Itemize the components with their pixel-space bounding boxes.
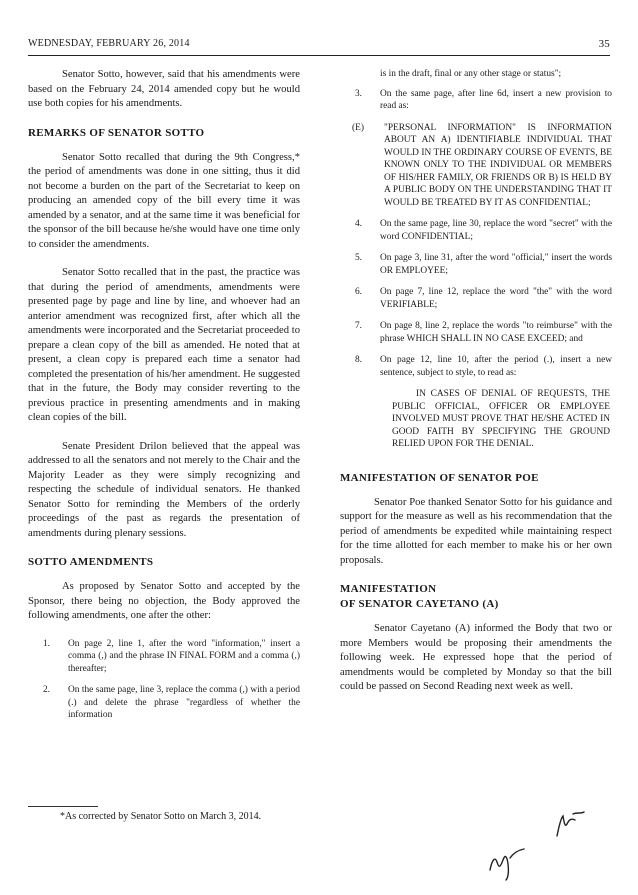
page-number: 35 — [598, 38, 610, 50]
amendment-item-8 — [340, 354, 612, 379]
amendment-list-right-2 — [340, 218, 612, 379]
amendment-item-2-continued — [340, 68, 612, 81]
heading-manifestation-poe: MANIFESTATION OF SENATOR POE — [340, 471, 539, 484]
amendment-item-2 — [28, 684, 300, 722]
amendment-item-7 — [340, 320, 612, 345]
amendment-item-3 — [340, 88, 612, 113]
amendment-number: 4. — [354, 219, 362, 229]
paragraph-cayetano: Senator Cayetano (A) informed the Body that two or more Members would be proposing their amendments the following week. He expressed hope that the period of amendments would be completed by Monday so that the bill could be passed on Second Reading next week as well. — [340, 623, 612, 692]
amendment-item-5 — [340, 252, 612, 277]
amendment-text: On page 3, line 31, after the word "official," insert the words OR EMPLOYEE; — [380, 253, 612, 276]
amendment-number: 7. — [354, 321, 362, 331]
amendment-number: 1. — [42, 638, 50, 649]
amendment-list-left — [28, 638, 300, 722]
paragraph-past-practice: Senator Sotto recalled that in the past, the practice was that during the period of amendments, amendments were presented page by page and line by line, and whoever had an anterior amendment was recognized first, after which all the amendments were incorporated and the Secretariat proceeded to prepare a clean copy of the bill as amended. He noted that at present, a clean copy is prepared each time a senator had completed the presentation of his/her amendment. He suggested that in the future, the Body may consider reverting to the previous practice in presenting amendments and in making clean copies of the bill. — [28, 267, 300, 423]
amendment-list-right — [340, 68, 612, 113]
header-rule — [28, 55, 610, 56]
amendment-text: is in the draft, final or any other stage or status"; — [380, 69, 562, 79]
amendment-number: 8. — [354, 355, 362, 365]
footnote-rule — [28, 806, 98, 807]
amendment-number: 6. — [354, 287, 362, 297]
amendment-text: On page 8, line 2, replace the words "to reimburse" with the phrase WHICH SHALL IN NO CASE EXCEED; and — [380, 321, 612, 344]
heading-manifestation-line1: MANIFESTATION — [340, 583, 437, 595]
amendment-number: 5. — [354, 253, 362, 263]
paragraph-ninth-congress: Senator Sotto recalled that during the 9th Congress,* the period of amendments was done in one sitting, thus it did not become a burden on the part of the Secretariat to keep on producing an amended copy of the bill every time it was amended by a senator, and at the same time it was beneficial for the sponsor of the bill because he/she would have one time only to consider the amendments. — [28, 151, 300, 250]
amendment-item-6 — [340, 286, 612, 311]
paragraph-sotto-copies: Senator Sotto, however, said that his amendments were based on the February 24, 2014 amended copy but he would use both copies for his amendments. — [28, 69, 300, 109]
amendment-text: On page 7, line 12, replace the word "the" with the word VERIFIABLE; — [380, 287, 612, 310]
provision-text: "PERSONAL INFORMATION" IS INFORMATION ABOUT AN A) IDENTIFIABLE INDIVIDUAL THAT WOULD IN THE ORDINARY COURSE OF EVENTS, BE KNOWN ONLY TO THE INDIVIDUAL OR MEMBERS OF HIS/HER FAMILY, OR FRIENDS OR B) IS HELD BY A PUBLIC BODY ON THE UNDERSTANDING THAT IT WOULD BE TREATED BY IT AS CONFIDENTIAL; — [384, 122, 612, 208]
handwritten-initial-signature — [553, 808, 589, 840]
amendment-number: 2. — [42, 685, 50, 695]
amendment-item-1 — [28, 638, 300, 676]
heading-sotto-amendments: SOTTO AMENDMENTS — [28, 556, 154, 568]
amendment-item-4 — [340, 218, 612, 243]
provision-label: (E) — [352, 122, 364, 133]
amendment-text: On page 12, line 10, after the period (.), insert a new sentence, subject to style, to read as: — [380, 355, 612, 378]
amendment-text: On the same page, after line 6d, insert a new provision to read as: — [380, 88, 612, 111]
right-column — [340, 68, 612, 695]
paragraph-proposed: As proposed by Senator Sotto and accepted by the Sponsor, there being no objection, the Body approved the following amendments, one after the other: — [28, 581, 300, 621]
amendment-text: On the same page, line 3, replace the comma (,) with a period (.) and delete the phrase "regardless of whether the information — [68, 685, 300, 720]
quoted-sentence-text: IN CASES OF DENIAL OF REQUESTS, THE PUBLIC OFFICIAL, OFFICER OR EMPLOYEE INVOLVED MUST PROVE THAT HE/SHE ACTED IN GOOD FAITH BY SPECIFYING THE GROUND RELIED UPON FOR THE DENIAL. — [392, 389, 610, 449]
quoted-sentence — [340, 388, 612, 451]
provision-e — [340, 122, 612, 210]
paragraph-poe: Senator Poe thanked Senator Sotto for his guidance and support for the measure as well as his recommendation that the period of amendments be expedited while maintaining respect for the time allotted for each member to make his or her own proposals. — [340, 496, 612, 566]
heading-manifestation-cayetano: OF SENATOR CAYETANO (A) — [340, 598, 499, 610]
amendment-number: 3. — [354, 88, 362, 99]
amendment-text: On the same page, line 30, replace the word "secret" with the word CONFIDENTIAL; — [380, 219, 612, 242]
header-date: WEDNESDAY, FEBRUARY 26, 2014 — [28, 38, 190, 49]
page-header — [28, 38, 610, 52]
amendment-text: On page 2, line 1, after the word "information," insert a comma (,) and the phrase IN FINAL FORM and a comma (,) thereafter; — [68, 638, 300, 674]
heading-remarks-sotto: REMARKS OF SENATOR SOTTO — [28, 126, 205, 139]
paragraph-drilon: Senate President Drilon believed that the appeal was addressed to all the senators and not merely to the Chair and the Majority Leader as they were simply recognizing and respecting the schedule of individual senators. He thanked Senator Sotto for reminding the Members of the orderly proceedings of the past as regards the presentation of amendments during plenary sessions. — [28, 440, 300, 539]
left-column — [28, 68, 300, 731]
handwritten-initial-signature-2 — [486, 846, 530, 882]
footnote: *As corrected by Senator Sotto on March 3, 2014. — [60, 811, 262, 822]
